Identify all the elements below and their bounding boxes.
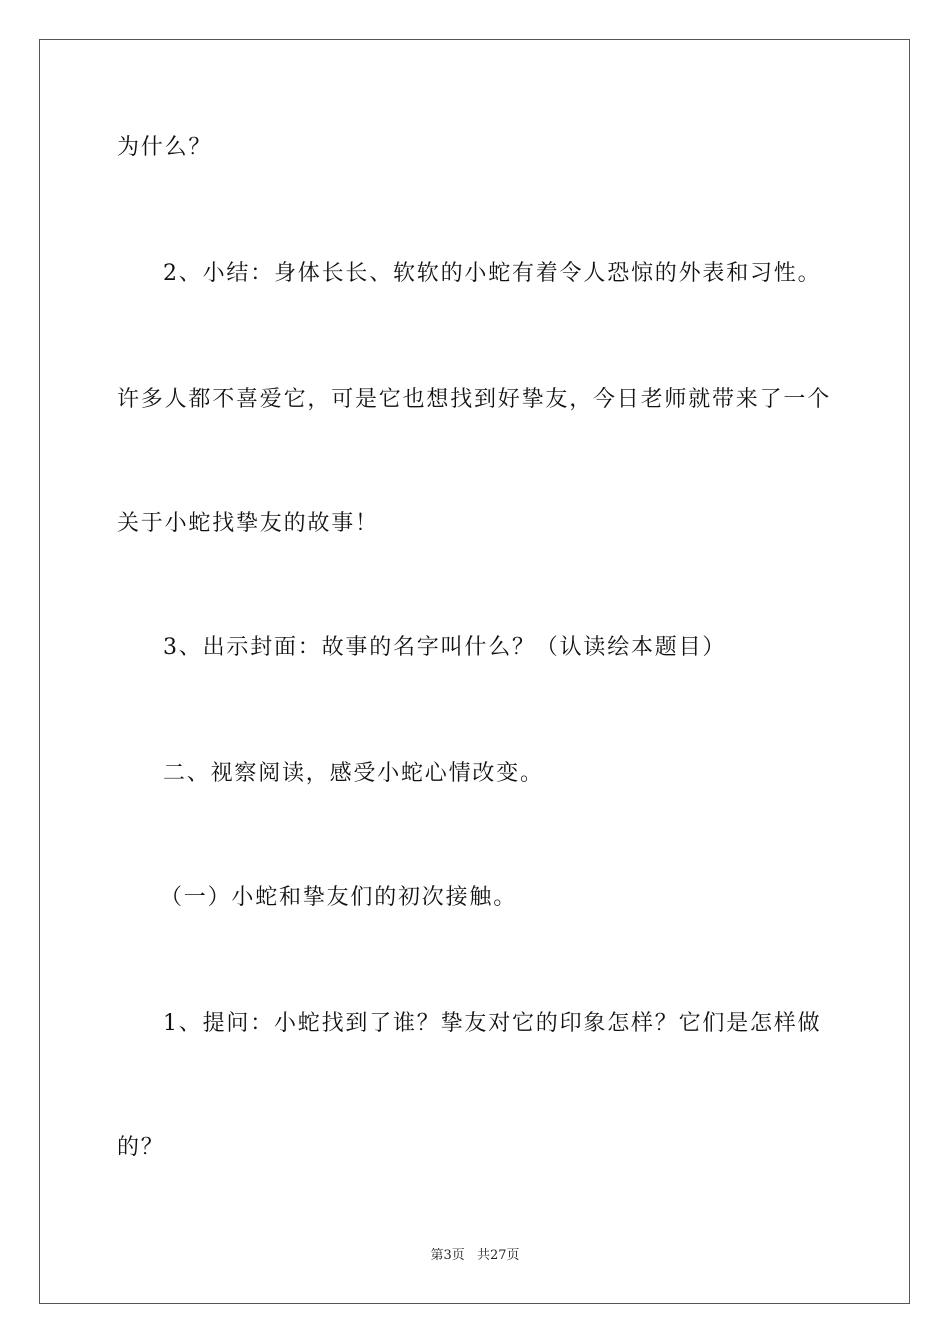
- page-border: [39, 39, 910, 1304]
- text-line-4: 关于小蛇找挚友的故事！: [117, 511, 379, 536]
- text-line-1: 为什么？: [117, 135, 213, 160]
- text-line-8: 1、提问：小蛇找到了谁？挚友对它的印象怎样？它们是怎样做: [163, 1011, 822, 1036]
- text-line-5: 3、出示封面：故事的名字叫什么？（认读绘本题目）: [163, 635, 727, 660]
- page-number-current: 第3页: [430, 1248, 465, 1263]
- text-line-3: 许多人都不喜爱它，可是它也想找到好挚友，今日老师就带来了一个: [117, 387, 832, 412]
- text-line-7: （一）小蛇和挚友们的初次接触。: [160, 885, 518, 910]
- text-line-2: 2、小结：身体长长、软软的小蛇有着令人恐惊的外表和习性。: [163, 261, 822, 286]
- page-number-total: 共27页: [476, 1248, 520, 1263]
- page-footer: [0, 1247, 950, 1265]
- text-line-6: 二、视察阅读，感受小蛇心情改变。: [163, 761, 544, 786]
- text-line-9: 的？: [117, 1135, 165, 1160]
